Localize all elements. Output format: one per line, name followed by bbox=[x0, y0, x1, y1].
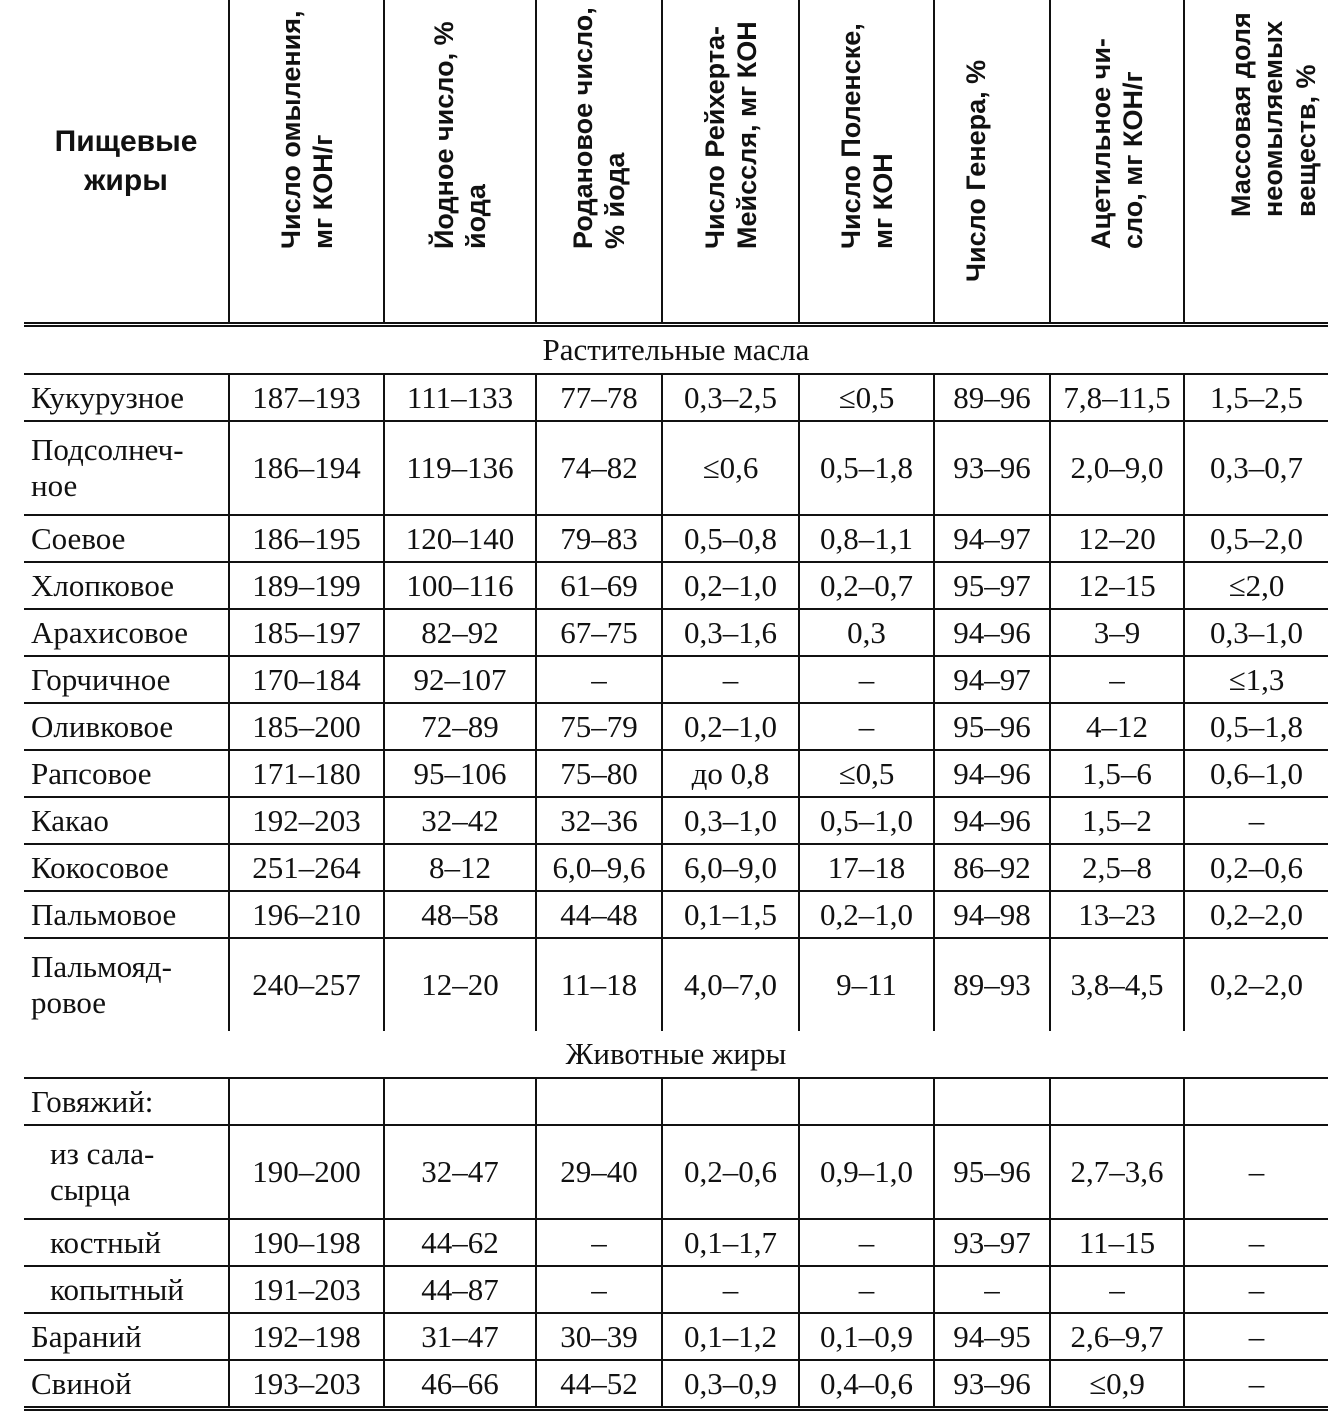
value-cell: 111–133 bbox=[384, 374, 536, 421]
fat-name: Кукурузное bbox=[31, 379, 185, 415]
value-cell: 30–39 bbox=[536, 1313, 662, 1360]
table-row bbox=[24, 1266, 1328, 1313]
fat-name-cell bbox=[24, 1125, 229, 1219]
value-cell: – bbox=[1184, 1125, 1328, 1219]
value-cell: 86–92 bbox=[934, 844, 1050, 891]
value-cell bbox=[536, 1078, 662, 1125]
fat-name-cell bbox=[24, 797, 229, 844]
value-cell bbox=[662, 1078, 799, 1125]
value-cell: 12–20 bbox=[384, 938, 536, 1031]
table-row bbox=[24, 1125, 1328, 1219]
column-header bbox=[662, 0, 799, 325]
value-cell: 186–194 bbox=[229, 421, 384, 515]
value-cell: 13–23 bbox=[1050, 891, 1184, 938]
value-cell bbox=[799, 1078, 934, 1125]
value-cell: 191–203 bbox=[229, 1266, 384, 1313]
section-header-row bbox=[24, 1031, 1328, 1078]
value-cell: 192–203 bbox=[229, 797, 384, 844]
value-cell: – bbox=[536, 656, 662, 703]
fat-name: Свиной bbox=[31, 1365, 132, 1401]
column-header-line: неомыляемых bbox=[1257, 20, 1288, 217]
value-cell: 95–106 bbox=[384, 750, 536, 797]
value-cell: – bbox=[1184, 1360, 1328, 1409]
column-header-text bbox=[960, 59, 992, 281]
stub-header-line: Пищевые bbox=[54, 125, 198, 158]
value-cell: 0,2–2,0 bbox=[1184, 891, 1328, 938]
value-cell: 95–97 bbox=[934, 562, 1050, 609]
column-header-line: Число Рейхерта- bbox=[699, 26, 730, 250]
value-cell: 0,4–0,6 bbox=[799, 1360, 934, 1409]
fat-name: Арахисовое bbox=[31, 614, 189, 650]
value-cell: 31–47 bbox=[384, 1313, 536, 1360]
value-cell: 95–96 bbox=[934, 1125, 1050, 1219]
table-row bbox=[24, 844, 1328, 891]
value-cell: 0,2–0,6 bbox=[662, 1125, 799, 1219]
fat-name-cell bbox=[24, 374, 229, 421]
value-cell: 193–203 bbox=[229, 1360, 384, 1409]
fat-name: копытный bbox=[50, 1271, 184, 1307]
value-cell bbox=[384, 1078, 536, 1125]
column-header-line: % йода bbox=[600, 152, 631, 250]
value-cell: 44–48 bbox=[536, 891, 662, 938]
fat-name: Оливковое bbox=[31, 708, 174, 744]
value-cell: 11–15 bbox=[1050, 1219, 1184, 1266]
value-cell: – bbox=[1184, 1313, 1328, 1360]
value-cell: 72–89 bbox=[384, 703, 536, 750]
value-cell: 0,2–2,0 bbox=[1184, 938, 1328, 1031]
value-cell: 61–69 bbox=[536, 562, 662, 609]
table-row bbox=[24, 562, 1328, 609]
value-cell: 44–62 bbox=[384, 1219, 536, 1266]
fat-name: Горчичное bbox=[31, 661, 171, 697]
value-cell: – bbox=[799, 703, 934, 750]
value-cell: ≤1,3 bbox=[1184, 656, 1328, 703]
fat-name-cell bbox=[24, 844, 229, 891]
value-cell: 0,2–0,6 bbox=[1184, 844, 1328, 891]
value-cell: 89–96 bbox=[934, 374, 1050, 421]
fat-name-part: ное bbox=[31, 468, 78, 503]
value-cell: 32–42 bbox=[384, 797, 536, 844]
value-cell: 0,3–1,6 bbox=[662, 609, 799, 656]
stub-header bbox=[24, 0, 229, 325]
value-cell: 93–97 bbox=[934, 1219, 1050, 1266]
fat-name: Рапсовое bbox=[31, 755, 152, 791]
table-row bbox=[24, 703, 1328, 750]
value-cell: 190–200 bbox=[229, 1125, 384, 1219]
value-cell: 4,0–7,0 bbox=[662, 938, 799, 1031]
value-cell: – bbox=[1184, 1219, 1328, 1266]
value-cell: 0,8–1,1 bbox=[799, 515, 934, 562]
section-title-cell bbox=[24, 1031, 1328, 1078]
fat-name-cell bbox=[24, 1313, 229, 1360]
fat-name: Какао bbox=[31, 802, 109, 838]
value-cell: до 0,8 bbox=[662, 750, 799, 797]
column-header-line: Число омыления, bbox=[275, 10, 306, 250]
value-cell: 67–75 bbox=[536, 609, 662, 656]
column-header-line: Массовая доля bbox=[1225, 12, 1256, 217]
value-cell: 2,7–3,6 bbox=[1050, 1125, 1184, 1219]
value-cell: 187–193 bbox=[229, 374, 384, 421]
value-cell: – bbox=[662, 656, 799, 703]
value-cell: 171–180 bbox=[229, 750, 384, 797]
fat-name-cell bbox=[24, 1078, 229, 1125]
value-cell: 94–96 bbox=[934, 750, 1050, 797]
value-cell: 0,5–2,0 bbox=[1184, 515, 1328, 562]
value-cell: 94–97 bbox=[934, 515, 1050, 562]
fat-name-cell bbox=[24, 1266, 229, 1313]
fat-name: Соевое bbox=[31, 520, 126, 556]
value-cell: 185–200 bbox=[229, 703, 384, 750]
value-cell: 77–78 bbox=[536, 374, 662, 421]
fat-name-cell bbox=[24, 1360, 229, 1409]
value-cell: 0,2–1,0 bbox=[662, 703, 799, 750]
table-row bbox=[24, 1078, 1328, 1125]
value-cell: ≤0,5 bbox=[799, 374, 934, 421]
fat-name-part: сырца bbox=[50, 1172, 131, 1207]
fat-name bbox=[31, 432, 184, 503]
value-cell: 120–140 bbox=[384, 515, 536, 562]
column-header bbox=[229, 0, 384, 325]
table-row bbox=[24, 797, 1328, 844]
value-cell: 95–96 bbox=[934, 703, 1050, 750]
value-cell: – bbox=[1184, 1266, 1328, 1313]
column-header-text bbox=[1085, 38, 1150, 249]
value-cell: ≤0,5 bbox=[799, 750, 934, 797]
value-cell: 6,0–9,0 bbox=[662, 844, 799, 891]
value-cell bbox=[1184, 1078, 1328, 1125]
value-cell: 44–87 bbox=[384, 1266, 536, 1313]
value-cell: 82–92 bbox=[384, 609, 536, 656]
value-cell: 0,2–1,0 bbox=[799, 891, 934, 938]
value-cell: 4–12 bbox=[1050, 703, 1184, 750]
value-cell: 29–40 bbox=[536, 1125, 662, 1219]
section-title: Растительные масла bbox=[542, 332, 810, 368]
fat-name: Говяжий: bbox=[31, 1083, 154, 1119]
fat-name-cell bbox=[24, 656, 229, 703]
fat-name-cell bbox=[24, 562, 229, 609]
value-cell: 6,0–9,6 bbox=[536, 844, 662, 891]
fat-name-part: из сала- bbox=[50, 1136, 155, 1172]
fat-name: Пальмовое bbox=[31, 896, 177, 932]
value-cell: 0,2–1,0 bbox=[662, 562, 799, 609]
fat-name: Хлопковое bbox=[31, 567, 174, 603]
value-cell: 7,8–11,5 bbox=[1050, 374, 1184, 421]
value-cell: 48–58 bbox=[384, 891, 536, 938]
value-cell: 32–47 bbox=[384, 1125, 536, 1219]
value-cell: 190–198 bbox=[229, 1219, 384, 1266]
value-cell: 94–97 bbox=[934, 656, 1050, 703]
section-title-cell bbox=[24, 325, 1328, 375]
fat-name: Кокосовое bbox=[31, 849, 169, 885]
value-cell: 2,6–9,7 bbox=[1050, 1313, 1184, 1360]
column-header-line: Родановое число, bbox=[568, 7, 598, 250]
value-cell: – bbox=[799, 1219, 934, 1266]
value-cell: 2,5–8 bbox=[1050, 844, 1184, 891]
value-cell: 94–96 bbox=[934, 609, 1050, 656]
value-cell: 1,5–6 bbox=[1050, 750, 1184, 797]
column-header-line: Число Генера, % bbox=[961, 59, 991, 282]
value-cell: 1,5–2 bbox=[1050, 797, 1184, 844]
value-cell: ≤2,0 bbox=[1184, 562, 1328, 609]
value-cell bbox=[229, 1078, 384, 1125]
column-header-line: йода bbox=[461, 184, 492, 250]
value-cell: 0,5–0,8 bbox=[662, 515, 799, 562]
column-header-line: веществ, % bbox=[1290, 64, 1321, 217]
value-cell: 32–36 bbox=[536, 797, 662, 844]
value-cell: – bbox=[536, 1219, 662, 1266]
fat-name-cell bbox=[24, 421, 229, 515]
column-header bbox=[799, 0, 934, 325]
value-cell: 79–83 bbox=[536, 515, 662, 562]
table-header-row bbox=[24, 0, 1328, 325]
value-cell: 0,9–1,0 bbox=[799, 1125, 934, 1219]
column-header-line: сло, мг КОН/г bbox=[1118, 71, 1149, 250]
value-cell: 46–66 bbox=[384, 1360, 536, 1409]
table-row bbox=[24, 609, 1328, 656]
value-cell: ≤0,9 bbox=[1050, 1360, 1184, 1409]
fat-name-cell bbox=[24, 703, 229, 750]
value-cell: ≤0,6 bbox=[662, 421, 799, 515]
fat-name-cell bbox=[24, 750, 229, 797]
section-title: Животные жиры bbox=[565, 1036, 787, 1072]
table-row bbox=[24, 515, 1328, 562]
column-header-line: Ацетильное чи- bbox=[1086, 38, 1116, 250]
value-cell: 170–184 bbox=[229, 656, 384, 703]
column-header-line: мг КОН bbox=[867, 153, 898, 250]
value-cell: 12–15 bbox=[1050, 562, 1184, 609]
fat-name: Бараний bbox=[31, 1318, 142, 1354]
value-cell: 12–20 bbox=[1050, 515, 1184, 562]
fat-name-cell bbox=[24, 515, 229, 562]
value-cell: 185–197 bbox=[229, 609, 384, 656]
column-header-line: Мейссля, мг КОН bbox=[731, 21, 762, 250]
fat-name-part: ровое bbox=[31, 985, 107, 1020]
value-cell: 0,1–1,5 bbox=[662, 891, 799, 938]
value-cell: 186–195 bbox=[229, 515, 384, 562]
value-cell bbox=[1050, 1078, 1184, 1125]
value-cell: 0,3–0,7 bbox=[1184, 421, 1328, 515]
value-cell: 192–198 bbox=[229, 1313, 384, 1360]
value-cell: 93–96 bbox=[934, 1360, 1050, 1409]
value-cell: 11–18 bbox=[536, 938, 662, 1031]
value-cell: 0,5–1,8 bbox=[1184, 703, 1328, 750]
value-cell: 189–199 bbox=[229, 562, 384, 609]
column-header bbox=[934, 0, 1050, 325]
fat-name-cell bbox=[24, 1219, 229, 1266]
table-row bbox=[24, 750, 1328, 797]
value-cell: 0,6–1,0 bbox=[1184, 750, 1328, 797]
column-header bbox=[536, 0, 662, 325]
value-cell: 75–79 bbox=[536, 703, 662, 750]
value-cell bbox=[934, 1078, 1050, 1125]
fat-name-cell bbox=[24, 609, 229, 656]
value-cell: 0,3–1,0 bbox=[1184, 609, 1328, 656]
value-cell: 9–11 bbox=[799, 938, 934, 1031]
value-cell: 0,1–0,9 bbox=[799, 1313, 934, 1360]
table-row bbox=[24, 891, 1328, 938]
column-header-text bbox=[699, 21, 764, 249]
value-cell: 100–116 bbox=[384, 562, 536, 609]
value-cell: – bbox=[536, 1266, 662, 1313]
column-header-text bbox=[428, 22, 493, 250]
value-cell: 0,3–2,5 bbox=[662, 374, 799, 421]
fats-properties-table-wrapper bbox=[24, 0, 1328, 1411]
fat-name-cell bbox=[24, 891, 229, 938]
fat-name bbox=[50, 1136, 154, 1207]
value-cell: 251–264 bbox=[229, 844, 384, 891]
value-cell: – bbox=[1050, 656, 1184, 703]
value-cell: 94–95 bbox=[934, 1313, 1050, 1360]
column-header bbox=[384, 0, 536, 325]
value-cell: – bbox=[934, 1266, 1050, 1313]
stub-header-line: жиры bbox=[84, 164, 168, 197]
column-header bbox=[1184, 0, 1328, 325]
column-header-text bbox=[835, 23, 900, 249]
value-cell: 0,3–1,0 bbox=[662, 797, 799, 844]
table-body bbox=[24, 325, 1328, 1409]
value-cell: 17–18 bbox=[799, 844, 934, 891]
column-header-text bbox=[567, 7, 632, 249]
value-cell: 93–96 bbox=[934, 421, 1050, 515]
fat-name: костный bbox=[50, 1224, 162, 1260]
column-header-line: мг КОН/г bbox=[307, 134, 338, 250]
value-cell: 0,1–1,2 bbox=[662, 1313, 799, 1360]
table-row bbox=[24, 1313, 1328, 1360]
value-cell: 92–107 bbox=[384, 656, 536, 703]
value-cell: 3–9 bbox=[1050, 609, 1184, 656]
value-cell: 0,2–0,7 bbox=[799, 562, 934, 609]
table-row bbox=[24, 656, 1328, 703]
value-cell: 0,1–1,7 bbox=[662, 1219, 799, 1266]
fat-name-cell bbox=[24, 938, 229, 1031]
value-cell: 8–12 bbox=[384, 844, 536, 891]
fat-name-part: Подсолнеч- bbox=[31, 432, 184, 468]
section-header-row bbox=[24, 325, 1328, 375]
value-cell: 0,3 bbox=[799, 609, 934, 656]
value-cell: – bbox=[1050, 1266, 1184, 1313]
fat-name-part: Пальмояд- bbox=[31, 949, 172, 985]
column-header-text bbox=[1225, 12, 1322, 217]
table-row bbox=[24, 421, 1328, 515]
value-cell: 74–82 bbox=[536, 421, 662, 515]
value-cell: 240–257 bbox=[229, 938, 384, 1031]
column-header-line: Число Поленске, bbox=[835, 23, 866, 250]
value-cell: 1,5–2,5 bbox=[1184, 374, 1328, 421]
value-cell: – bbox=[1184, 797, 1328, 844]
table-row bbox=[24, 1219, 1328, 1266]
table-row bbox=[24, 938, 1328, 1031]
column-header bbox=[1050, 0, 1184, 325]
value-cell: 3,8–4,5 bbox=[1050, 938, 1184, 1031]
value-cell: 89–93 bbox=[934, 938, 1050, 1031]
value-cell: – bbox=[799, 1266, 934, 1313]
table-row bbox=[24, 1360, 1328, 1409]
fat-name bbox=[31, 949, 172, 1020]
value-cell: 119–136 bbox=[384, 421, 536, 515]
fats-properties-table bbox=[24, 0, 1328, 1411]
value-cell: – bbox=[799, 656, 934, 703]
value-cell: 75–80 bbox=[536, 750, 662, 797]
column-header-line: Йодное число, % bbox=[429, 21, 459, 250]
value-cell: 44–52 bbox=[536, 1360, 662, 1409]
value-cell: 94–98 bbox=[934, 891, 1050, 938]
value-cell: 0,5–1,8 bbox=[799, 421, 934, 515]
value-cell: 0,3–0,9 bbox=[662, 1360, 799, 1409]
table-row bbox=[24, 374, 1328, 421]
value-cell: 0,5–1,0 bbox=[799, 797, 934, 844]
value-cell: 2,0–9,0 bbox=[1050, 421, 1184, 515]
value-cell: – bbox=[662, 1266, 799, 1313]
column-header-text bbox=[275, 11, 340, 250]
value-cell: 94–96 bbox=[934, 797, 1050, 844]
value-cell: 196–210 bbox=[229, 891, 384, 938]
